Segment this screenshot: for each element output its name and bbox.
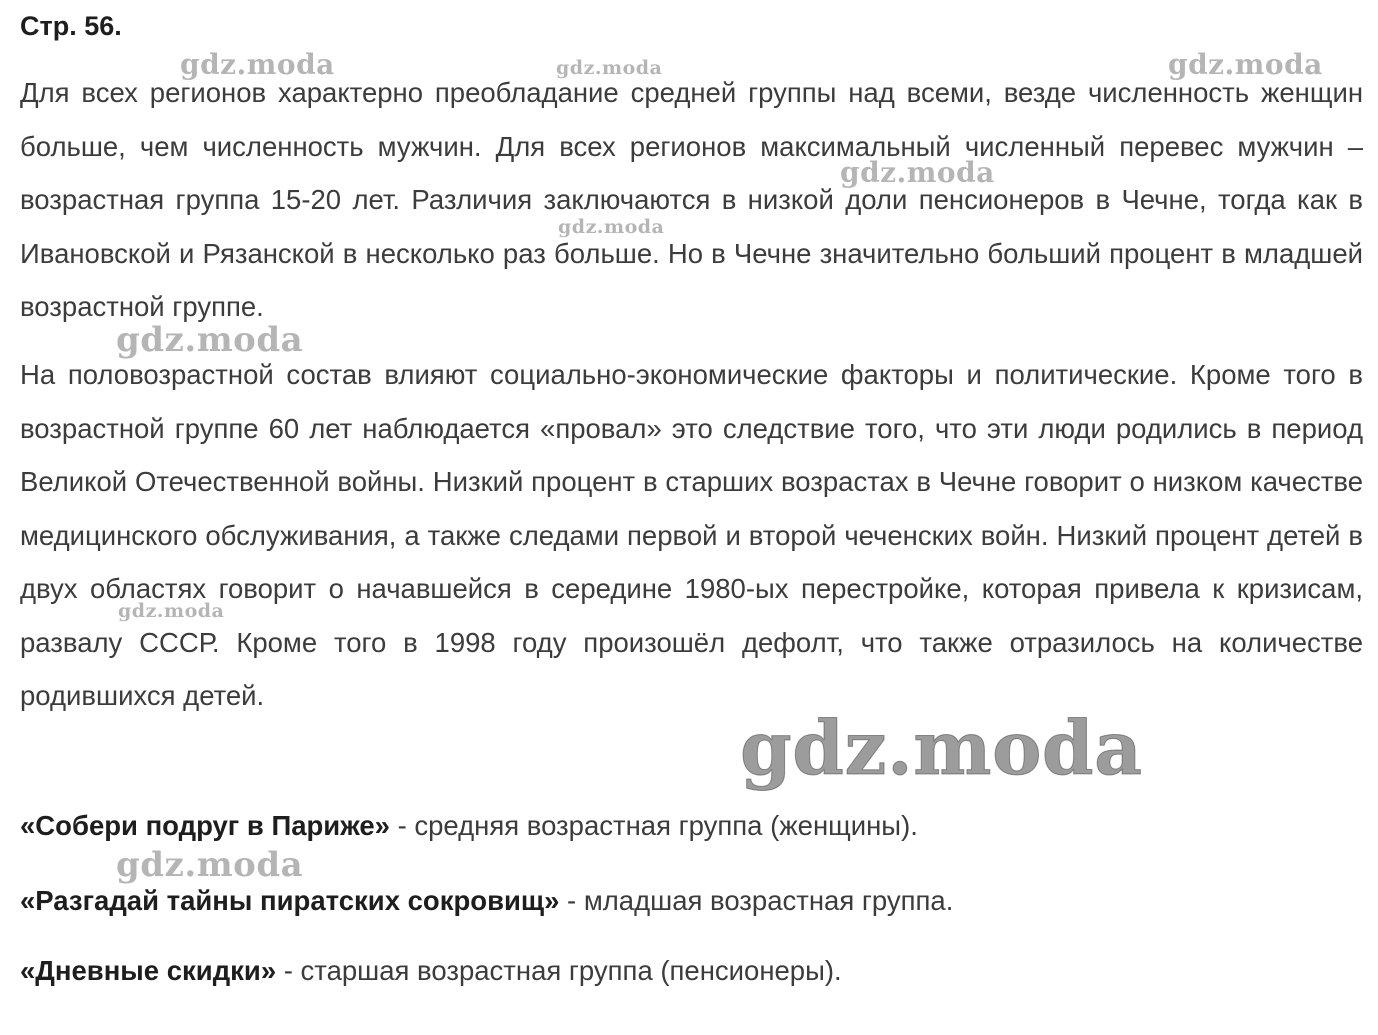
watermark: gdz.moda bbox=[180, 48, 335, 81]
watermark: gdz.moda bbox=[556, 57, 663, 79]
promo-item bbox=[20, 953, 1363, 989]
paragraph-regional-comparison: Для всех регионов характерно преобладание средней группы над всеми, везде численность женщин больше, чем численность мужчин. Для всех регионов максимальный численный перевес мужчин – возрастная группа 15-20 лет. Различия заключаются в низкой доли пенсионеров в Чечне, тогда как в Ивановской и Рязанской в несколько раз больше. Но в Чечне значительно больший процент в младшей возрастной группе. bbox=[20, 77, 1363, 322]
promo-name: «Собери подруг в Париже» bbox=[20, 810, 390, 841]
watermark: gdz.moda bbox=[1168, 48, 1323, 81]
page-heading: Стр. 56. bbox=[20, 11, 122, 41]
paragraph-influencing-factors: На половозрастной состав влияют социально-экономические факторы и политические. Кроме того в возрастной группе 60 лет наблюдается «провал» это следствие того, что эти люди родились в период Великой Отечественной войны. Низкий процент в старших возрастах в Чечне говорит о низком качестве медицинского обслуживания, а также следами первой и второй чеченских войн. Низкий процент детей в двух областях говорит о начавшейся в середине 1980-ых перестройке, которая привела к кризисам, развалу СССР. Кроме того в 1998 году произошёл дефолт, что также отразилось на количестве родившихся детей. bbox=[20, 359, 1363, 711]
promo-description: - старшая возрастная группа (пенсионеры). bbox=[276, 955, 842, 986]
watermark: gdz.moda bbox=[558, 216, 665, 238]
promo-name: «Разгадай тайны пиратских сокровищ» bbox=[20, 885, 560, 916]
watermark: gdz.moda bbox=[740, 706, 1143, 792]
watermark: gdz.moda bbox=[840, 156, 995, 189]
promo-item bbox=[20, 808, 1363, 844]
promo-description: - младшая возрастная группа. bbox=[559, 885, 954, 916]
promo-item bbox=[20, 883, 1363, 919]
promo-description: - средняя возрастная группа (женщины). bbox=[389, 810, 918, 841]
watermark: gdz.moda bbox=[118, 600, 225, 622]
watermark: gdz.moda bbox=[116, 320, 304, 360]
promo-name: «Дневные скидки» bbox=[20, 955, 277, 986]
watermark: gdz.moda bbox=[116, 845, 304, 885]
